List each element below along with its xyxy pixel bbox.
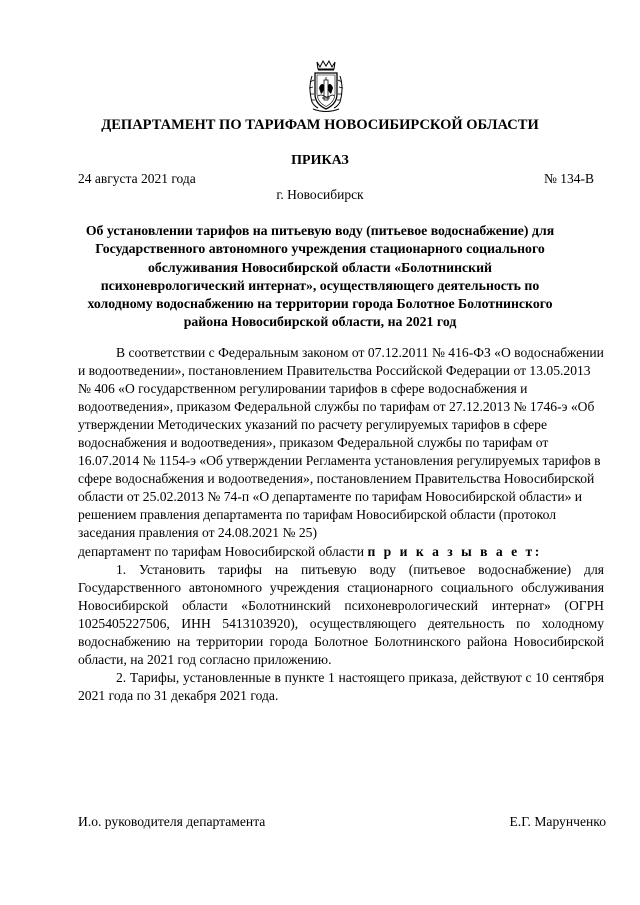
- department-title: ДЕПАРТАМЕНТ ПО ТАРИФАМ НОВОСИБИРСКОЙ ОБЛАСТИ: [101, 117, 539, 133]
- item-2-paragraph: 2. Тарифы, установленные в пункте 1 настоящего приказа, действуют с 10 сентября 2021 года по 31 декабря 2021 года.: [78, 669, 604, 703]
- document-city: г. Новосибирск: [276, 187, 364, 202]
- signatory-position: И.о. руководителя департамента: [78, 814, 266, 829]
- order-lead: департамент по тарифам Новосибирской области: [78, 543, 365, 559]
- document-date: 24 августа 2021 года: [78, 171, 196, 186]
- document-number: № 134-В: [543, 171, 594, 186]
- item-1-paragraph: 1. Установить тарифы на питьевую воду (питьевое водоснабжение) для Государственного автономного учреждения стационарного социального обслуживания Новосибирской области «Болотнинский психоневрологический интернат» (ОГРН 1025405227506, ИНН 5413103920), осуществляющего деятельность по холодному водоснабжению на территории города Болотное Болотнинского района Новосибирской области, на 2021 год согласно приложению.: [78, 561, 604, 667]
- order-word: п р и к а з ы в а е т:: [367, 543, 542, 559]
- document-title: Об установлении тарифов на питьевую воду (питьевое водоснабжение) для Государственного автономного учреждения стационарного социального обслуживания Новосибирской области «Болотнинский психоневрологический интернат», осуществляющего деятельность по холодному водоснабжению на территории города Болотное Болотнинского района Новосибирской области, на 2021 год: [85, 223, 555, 330]
- signatory-name: Е.Г. Марунченко: [509, 814, 606, 829]
- document-body: [78, 344, 604, 705]
- coat-of-arms-icon: [303, 58, 349, 114]
- order-line: [78, 543, 604, 561]
- preamble-paragraph: В соответствии с Федеральным законом от 07.12.2011 № 416-ФЗ «О водоснабжении и водоотведении», постановлением Правительства Российской Федерации от 13.05.2013 № 406 «О государственном регулировании тарифов в сфере водоснабжения и водоотведения», приказом Федеральной службы по тарифам от 27.12.2013 № 1746-э «Об утверждении Методических указаний по расчету регулируемых тарифов в сфере водоснабжения и водоотведения», приказом Федеральной службы по тарифам от 16.07.2014 № 1154-э «Об утверждении Регламента установления регулируемых тарифов в сфере водоснабжения и водоотведения», постановлением Правительства Новосибирской области от 25.02.2013 № 74-п «О департаменте по тарифам Новосибирской области» и решением правления департамента по тарифам Новосибирской области (протокол заседания правления от 24.08.2021 № 25): [78, 345, 604, 541]
- document-type: ПРИКАЗ: [291, 153, 349, 168]
